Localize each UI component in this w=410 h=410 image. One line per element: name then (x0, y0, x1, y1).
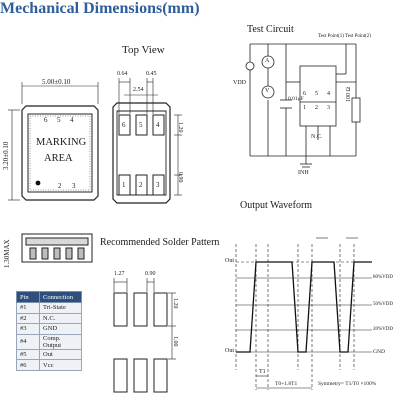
pin1-dot (36, 181, 41, 186)
pin-connection-table (16, 291, 82, 371)
table-cell: #2 (17, 313, 40, 324)
table-row (17, 313, 82, 324)
table-row (17, 324, 82, 335)
pad-width-label: 0.64 (117, 71, 128, 77)
tv-pin-3: 3 (156, 181, 160, 189)
out-high-label: Out (225, 258, 234, 264)
tc-pin-1: 1 (303, 105, 306, 111)
tc-pin-6: 6 (303, 91, 306, 97)
table-cell: N.C. (40, 313, 82, 324)
pkg-pin-4: 4 (70, 116, 74, 124)
solder-pad-gap: 0.90 (145, 271, 156, 277)
solder-title: Recommended Solder Pattern (100, 237, 220, 248)
page-title: Mechanical Dimensions(mm) (0, 0, 200, 17)
marking-line1: MARKING (36, 137, 87, 148)
tv-pin-6: 6 (122, 121, 126, 129)
tv-pin-5: 5 (139, 121, 143, 129)
pkg-pin-3: 3 (72, 182, 76, 190)
gnd-label: GND (373, 349, 385, 355)
table-cell: Vcc (40, 360, 82, 371)
table-header: Connection (40, 292, 82, 303)
solder-pads (114, 293, 167, 392)
table-cell: Tri-State (40, 303, 82, 314)
load-label: 100 Ω (346, 87, 352, 102)
top-view-title: Top View (122, 44, 165, 56)
test-circuit-title: Test Circuit (247, 24, 294, 35)
tv-pin-1: 1 (122, 181, 126, 189)
table-cell: #4 (17, 334, 40, 349)
period-label: T0+1.8T1 (275, 381, 298, 387)
tv-pin-2: 2 (139, 181, 143, 189)
table-cell: GND (40, 324, 82, 335)
waveform-title: Output Waveform (240, 200, 313, 211)
symmetry-label: Symmetry= T1/T0 ×100% (318, 381, 377, 387)
table-header: Pin (17, 292, 40, 303)
level-80-label: 80%VDD (373, 275, 393, 280)
tc-pin-2: 2 (315, 105, 318, 111)
table-header-row (17, 292, 82, 303)
solder-row-gap: 1.00 (172, 336, 178, 347)
voltmeter-label: V (265, 88, 270, 94)
level-50-label: 50%VDD (373, 302, 393, 307)
tv-pin-4: 4 (156, 121, 160, 129)
vdd-source (246, 62, 254, 70)
nc-label: N.C. (311, 134, 323, 140)
tc-pin-5: 5 (315, 91, 318, 97)
test-points-label: Test Point(1) Test Point(2) (318, 34, 371, 39)
out-low-label: Out (225, 348, 234, 354)
pad-length-label: 1.20 (177, 122, 183, 133)
tc-pin-3: 3 (327, 105, 330, 111)
pkg-pin-6: 6 (44, 116, 48, 124)
pad-space-label: 0.90 (177, 172, 183, 183)
level-20-label: 20%VDD (373, 327, 393, 332)
height-dimension: 3.20±0.10 (2, 141, 10, 170)
t1-label: T1 (259, 369, 266, 375)
width-dimension: 5.00±0.10 (42, 78, 71, 86)
ammeter-label: A (265, 58, 270, 64)
capacitor-label: 0.01μF (288, 96, 304, 102)
pkg-pin-2: 2 (58, 182, 62, 190)
table-cell: #5 (17, 349, 40, 360)
output-waveform (236, 262, 372, 352)
table-cell: #6 (17, 360, 40, 371)
tc-pin-4: 4 (327, 91, 330, 97)
table-row (17, 349, 82, 360)
table-cell: Out (40, 349, 82, 360)
table-cell: #1 (17, 303, 40, 314)
inh-label: INH (298, 170, 309, 176)
table-row (17, 334, 82, 349)
marking-line2: AREA (44, 153, 73, 164)
waveform-grid (236, 244, 372, 390)
thickness-dimension: 1.30MAX (3, 239, 11, 268)
pkg-pin-5: 5 (57, 116, 61, 124)
solder-pad-height: 1.20 (172, 298, 178, 309)
vdd-label: VDD (233, 80, 246, 86)
solder-pad-width: 1.27 (114, 271, 125, 277)
table-cell: Comp. Output (40, 334, 82, 349)
side-view (22, 234, 92, 262)
table-row (17, 360, 82, 371)
table-row (17, 303, 82, 314)
pad-gap-label: 0.45 (146, 71, 157, 77)
table-cell: #3 (17, 324, 40, 335)
pitch-label: 2.54 (133, 87, 144, 93)
